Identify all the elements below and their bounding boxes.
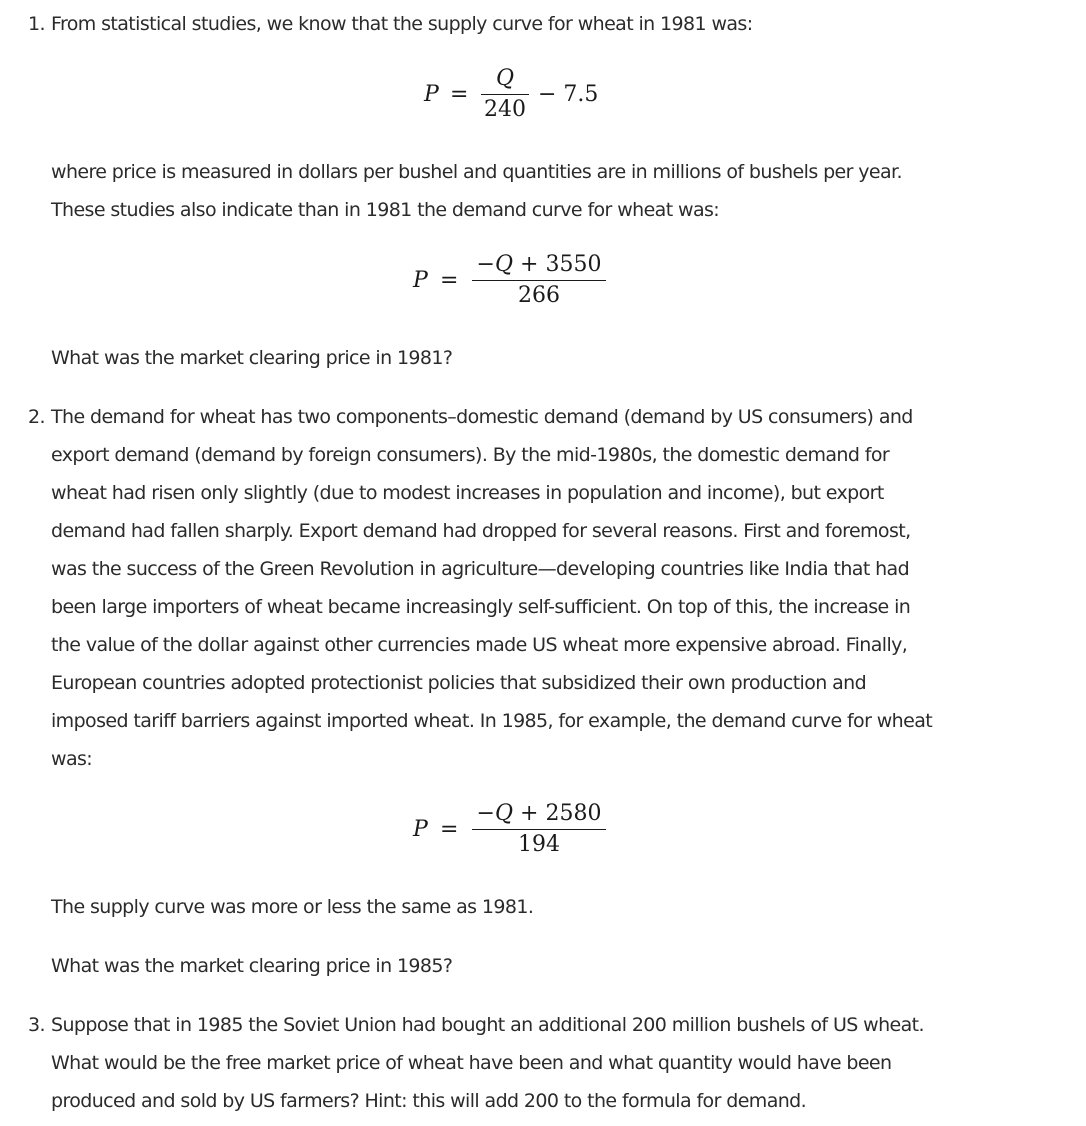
- fraction-numerator: [472, 799, 606, 829]
- fraction-numerator: Q: [495, 66, 515, 91]
- paragraph-line: produced and sold by US farmers? Hint: this will add 200 to the formula for demand.: [51, 1090, 807, 1112]
- paragraph-line: The demand for wheat has two components–domestic demand (demand by US consumers) and: [51, 406, 913, 428]
- numerator-variable: −Q: [476, 801, 514, 826]
- equation-lhs: P: [413, 817, 428, 842]
- equation-lhs: P: [413, 268, 428, 293]
- question-number: 3.: [28, 1014, 45, 1036]
- paragraph-line: demand had fallen sharply. Export demand had dropped for several reasons. First and foremost,: [51, 520, 911, 542]
- paragraph-line: The supply curve was more or less the same as 1981.: [51, 896, 534, 918]
- equation-lhs: P: [424, 82, 439, 107]
- equation-equals: =: [440, 268, 459, 293]
- equation-equals: =: [440, 817, 459, 842]
- numerator-constant: + 2580: [513, 801, 602, 826]
- paragraph-line: the value of the dollar against other currencies made US wheat more expensive abroad. Finally,: [51, 634, 908, 656]
- equation-fraction: [472, 250, 606, 311]
- equation-equals: =: [450, 82, 469, 107]
- supply-equation-1981: [424, 64, 624, 134]
- numerator-variable: −Q: [476, 252, 514, 277]
- question-number: 1.: [28, 13, 45, 35]
- paragraph-line: imposed tariff barriers against imported wheat. In 1985, for example, the demand curve for wheat: [51, 710, 933, 732]
- question-prompt: What was the market clearing price in 1981?: [51, 347, 453, 369]
- paragraph-line: export demand (demand by foreign consumers). By the mid-1980s, the domestic demand for: [51, 444, 890, 466]
- fraction-denominator: 240: [484, 97, 526, 122]
- paragraph-line: was:: [51, 748, 93, 770]
- demand-equation-1985: [413, 799, 633, 869]
- paragraph-line: where price is measured in dollars per bushel and quantities are in millions of bushels per year.: [51, 161, 902, 183]
- paragraph-line: was the success of the Green Revolution in agriculture—developing countries like India that had: [51, 558, 910, 580]
- fraction-denominator: 194: [518, 832, 560, 857]
- paragraph-line: These studies also indicate than in 1981 the demand curve for wheat was:: [51, 199, 720, 221]
- question-text: From statistical studies, we know that the supply curve for wheat in 1981 was:: [51, 13, 753, 35]
- fraction-denominator: 266: [518, 283, 560, 308]
- paragraph-line: What would be the free market price of wheat have been and what quantity would have been: [51, 1052, 892, 1074]
- paragraph-line: been large importers of wheat became increasingly self-sufficient. On top of this, the increase in: [51, 596, 911, 618]
- numerator-constant: + 3550: [513, 252, 602, 277]
- paragraph-line: Suppose that in 1985 the Soviet Union had bought an additional 200 million bushels of US wheat.: [51, 1014, 924, 1036]
- equation-fraction: [481, 64, 529, 125]
- demand-equation-1981: [413, 250, 633, 320]
- fraction-numerator: [472, 250, 606, 280]
- paragraph-line: wheat had risen only slightly (due to modest increases in population and income), but export: [51, 482, 884, 504]
- equation-fraction: [472, 799, 606, 860]
- paragraph-line: European countries adopted protectionist policies that subsidized their own production and: [51, 672, 867, 694]
- question-number: 2.: [28, 406, 45, 428]
- question-prompt: What was the market clearing price in 1985?: [51, 955, 453, 977]
- equation-constant: − 7.5: [538, 82, 599, 107]
